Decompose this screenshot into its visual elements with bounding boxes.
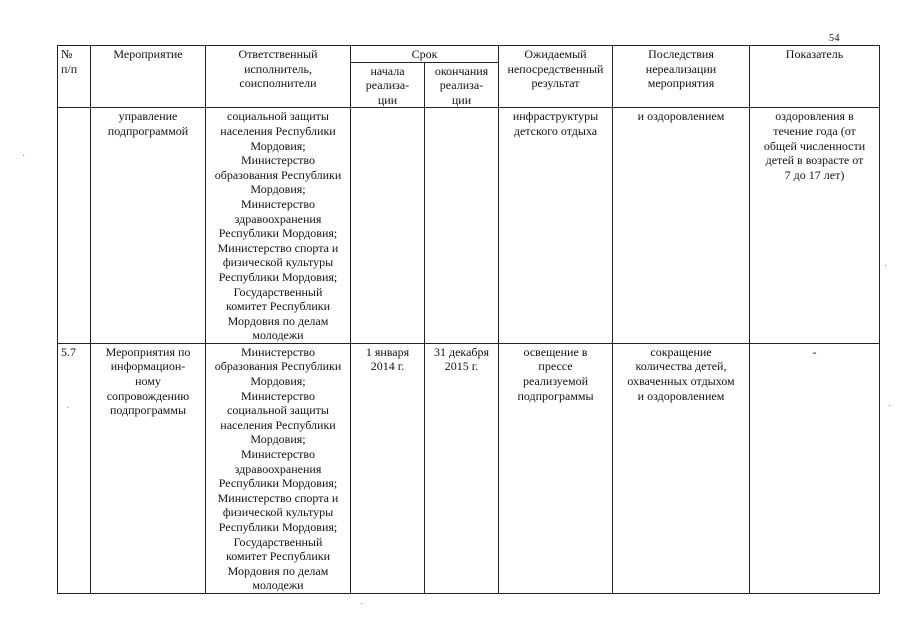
row-expected-result: инфраструктуры детского отдыха xyxy=(499,108,613,344)
row-responsible: социальной защиты населения Республики Мордовия; Министерство образования Республики Мордовия; Министерство здравоохранения Республики Мордовия; Министерство спорта и физической культуры Республики Мордовия; Государственный комитет Республики Мордовия по делам молодежи xyxy=(206,108,351,344)
row-end: 31 декабря 2015 г. xyxy=(425,343,499,593)
row-consequences: и оздоровлением xyxy=(613,108,750,344)
header-term: Срок xyxy=(351,46,499,63)
page-number: 54 xyxy=(829,33,840,44)
header-event: Мероприятие xyxy=(91,46,206,108)
header-term-start: начала реализа- ции xyxy=(351,62,425,108)
row-num xyxy=(58,108,91,344)
row-event: Мероприятия по информацион- ному сопровождению подпрограммы xyxy=(91,343,206,593)
program-activities-table xyxy=(57,45,880,594)
row-num: 5.7 xyxy=(58,343,91,593)
scan-speck: · xyxy=(884,261,888,272)
table-row xyxy=(58,108,880,344)
row-end xyxy=(425,108,499,344)
scan-speck: · xyxy=(360,599,364,610)
scan-speck: · xyxy=(66,403,70,414)
header-responsible: Ответственный исполнитель, соисполнители xyxy=(206,46,351,108)
header-consequences: Последствия нереализации мероприятия xyxy=(613,46,750,108)
row-start: 1 января 2014 г. xyxy=(351,343,425,593)
header-indicator: Показатель xyxy=(750,46,880,108)
header-term-end: окончания реализа- ции xyxy=(425,62,499,108)
row-indicator: - xyxy=(750,343,880,593)
row-event: управление подпрограммой xyxy=(91,108,206,344)
scan-speck: · xyxy=(888,401,892,412)
table-row xyxy=(58,343,880,593)
row-expected-result: освещение в прессе реализуемой подпрограммы xyxy=(499,343,613,593)
row-responsible: Министерство образования Республики Мордовия; Министерство социальной защиты населения Республики Мордовия; Министерство здравоохранения Республики Мордовия; Министерство спорта и физической культуры Республики Мордовия; Государственный комитет Республики Мордовия по делам молодежи xyxy=(206,343,351,593)
row-start xyxy=(351,108,425,344)
header-expected-result: Ожидаемый непосредственный результат xyxy=(499,46,613,108)
row-indicator: оздоровления в течение года (от общей численности детей в возрасте от 7 до 17 лет) xyxy=(750,108,880,344)
row-consequences: сокращение количества детей, охваченных отдыхом и оздоровлением xyxy=(613,343,750,593)
header-num: № п/п xyxy=(58,46,91,108)
scan-speck: · xyxy=(22,151,26,162)
